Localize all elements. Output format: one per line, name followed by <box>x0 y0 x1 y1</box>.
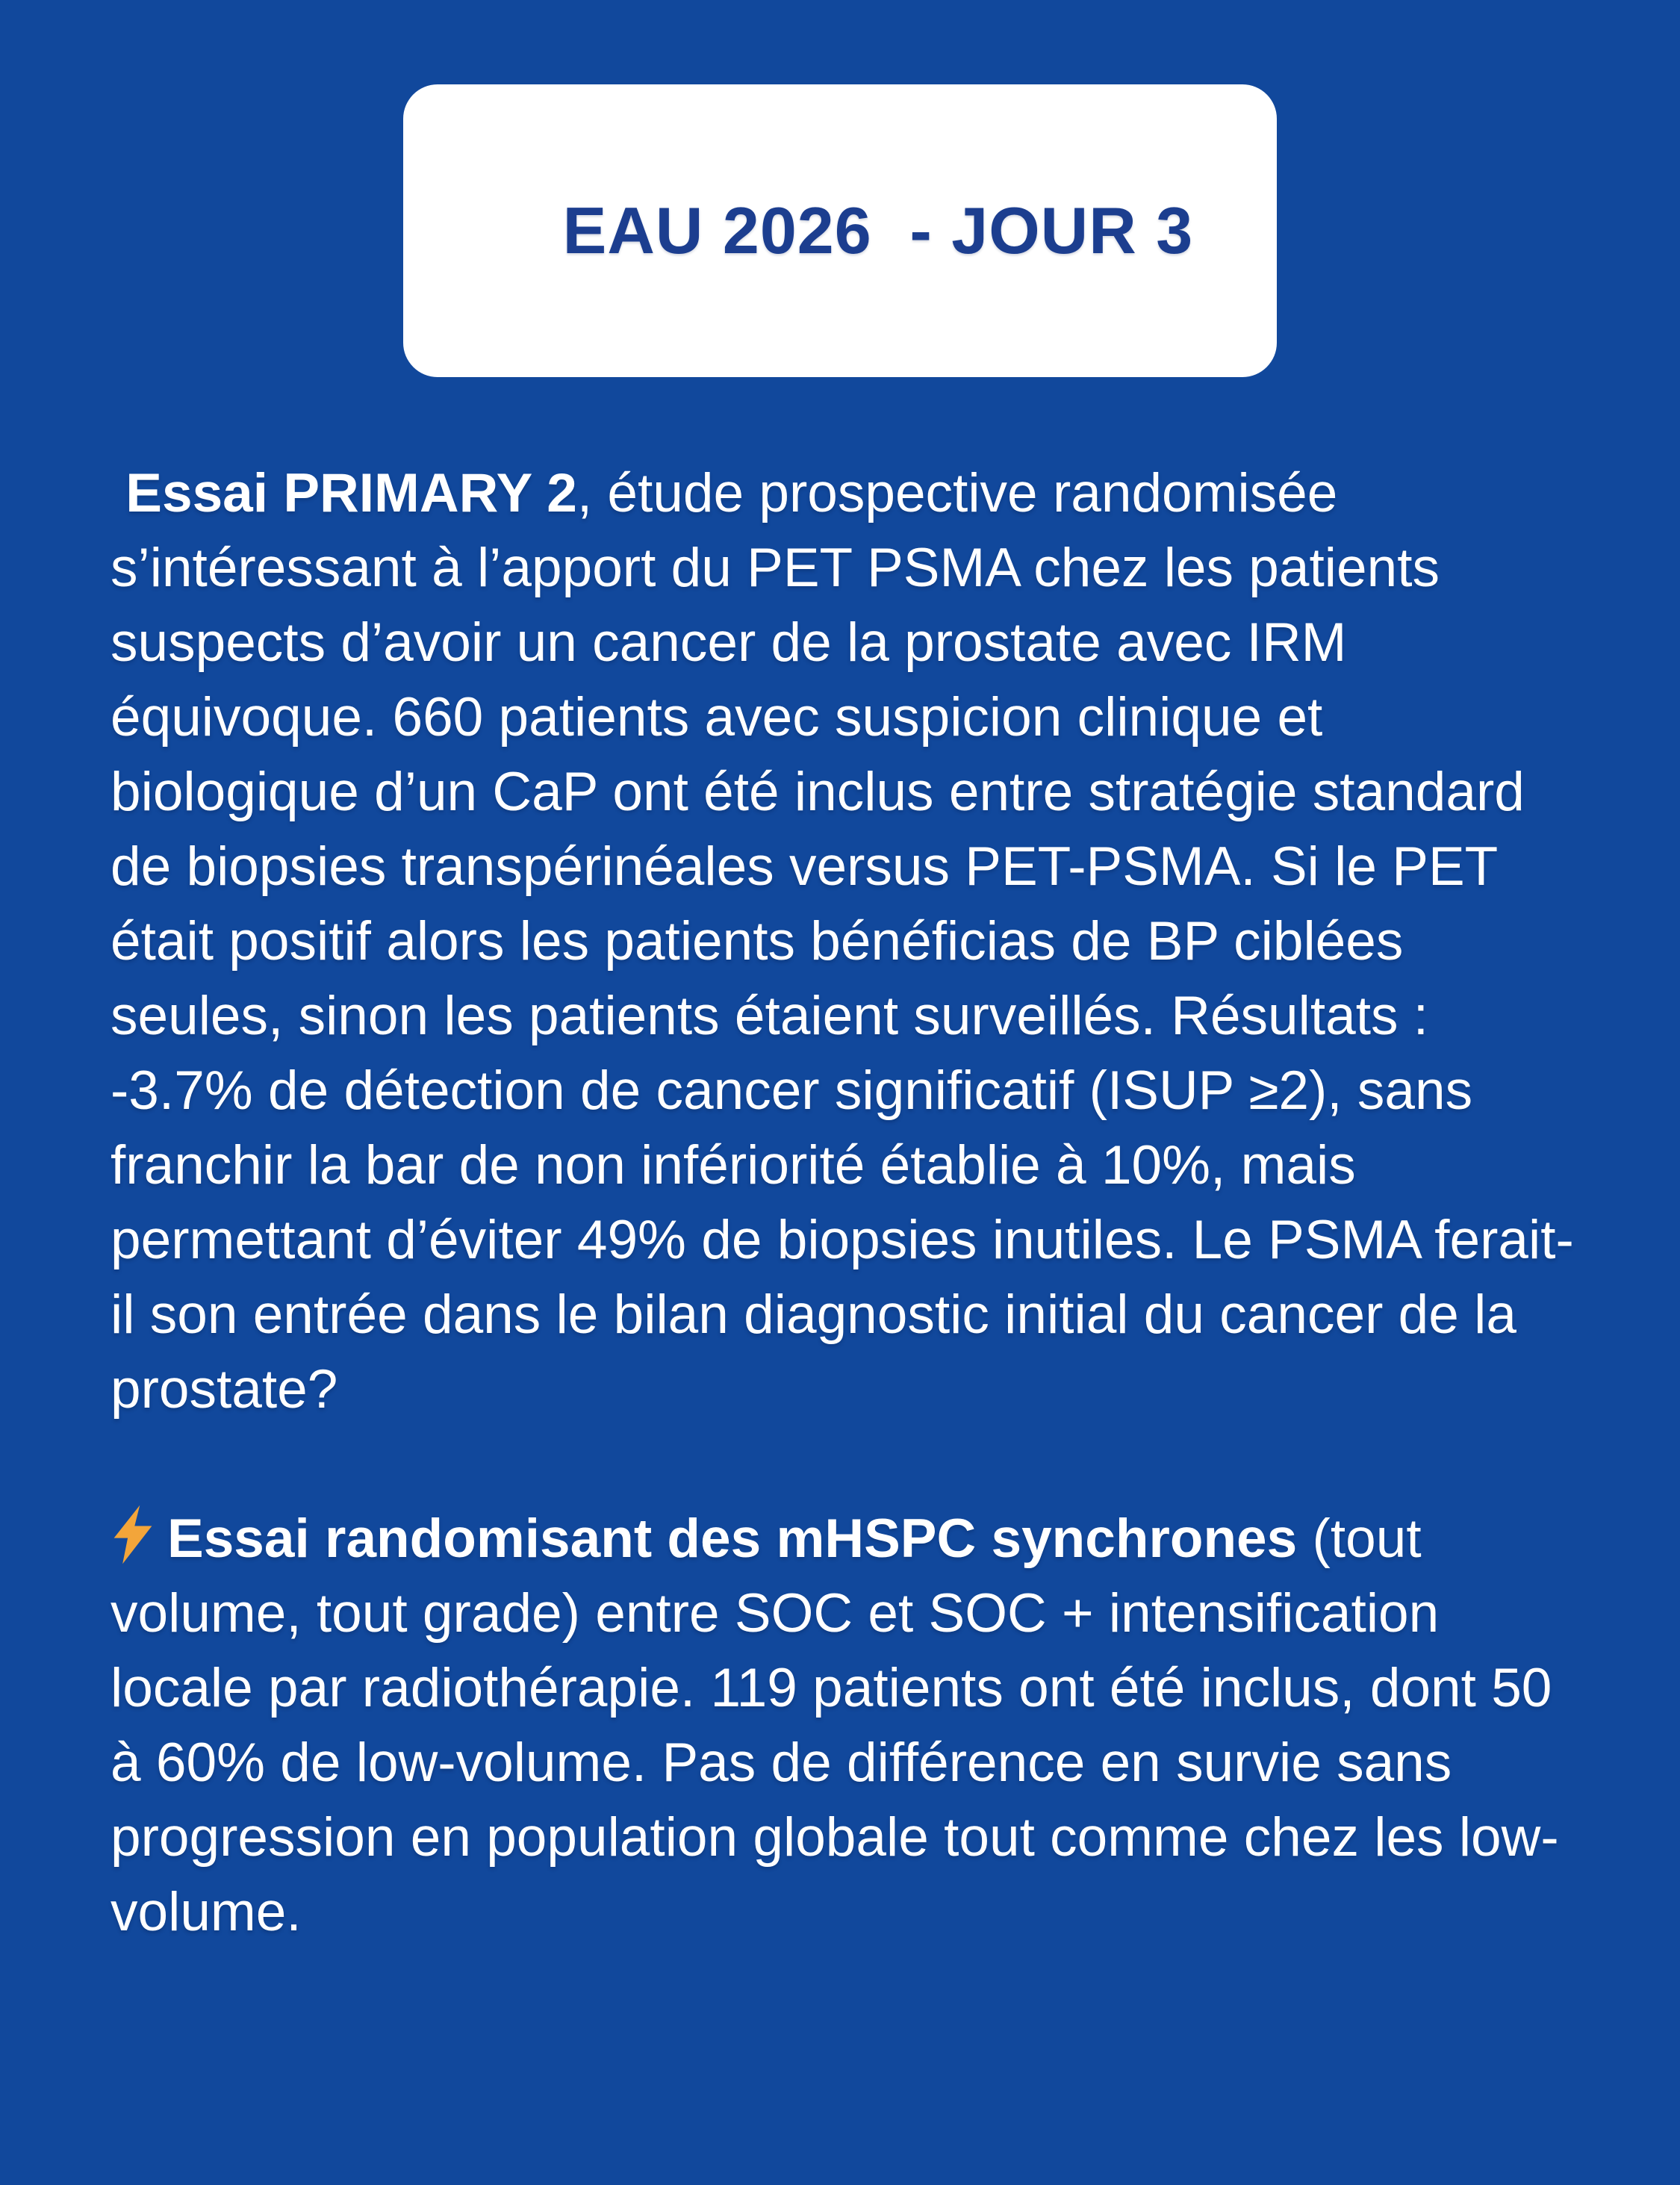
paragraph-primary2-trial <box>111 456 1575 1427</box>
header-badge <box>403 84 1277 377</box>
paragraph-mhspc-lead: Essai randomisant des mHSPC synchrones <box>167 1508 1298 1569</box>
header-badge-label: EAU 2026 - JOUR 3 <box>562 193 1194 267</box>
paragraph-primary2-text: , étude prospective randomisée s’intéressant à l’apport du PET PSMA chez les patients suspects d’avoir un cancer de la prostate avec IRM équivoque. 660 patients avec suspicion clinique et biologique d’un CaP ont été inclus entre stratégie standard de biopsies transpérinéales versus PET-PSMA. Si le PET était positif alors les patients bénéficias de BP ciblées seules, sinon les patients étaient surveillés. Résultats : -3.7% de détection de cancer significatif (ISUP ≥2), sans franchir la bar de non infériorité établie à 10%, mais permettant d’éviter 49% de biopsies inutiles. Le PSMA ferait-il son entrée dans le bilan diagnostic initial du cancer de la prostate? <box>111 463 1574 1420</box>
paragraph-mhspc-trial <box>111 1502 1575 1950</box>
post-body <box>111 456 1575 1950</box>
paragraph-mhspc-text: (tout volume, tout grade) entre SOC et SOC + intensification locale par radiothérapie. 119 patients ont été inclus, dont 50 à 60% de low-volume. Pas de différence en survie sans progression en population globale tout comme chez les low-volume. <box>111 1508 1567 1942</box>
paragraph-primary2-lead: Essai PRIMARY 2 <box>111 463 577 523</box>
post-card <box>0 84 1680 2185</box>
lightning-bolt-icon <box>111 1505 155 1564</box>
